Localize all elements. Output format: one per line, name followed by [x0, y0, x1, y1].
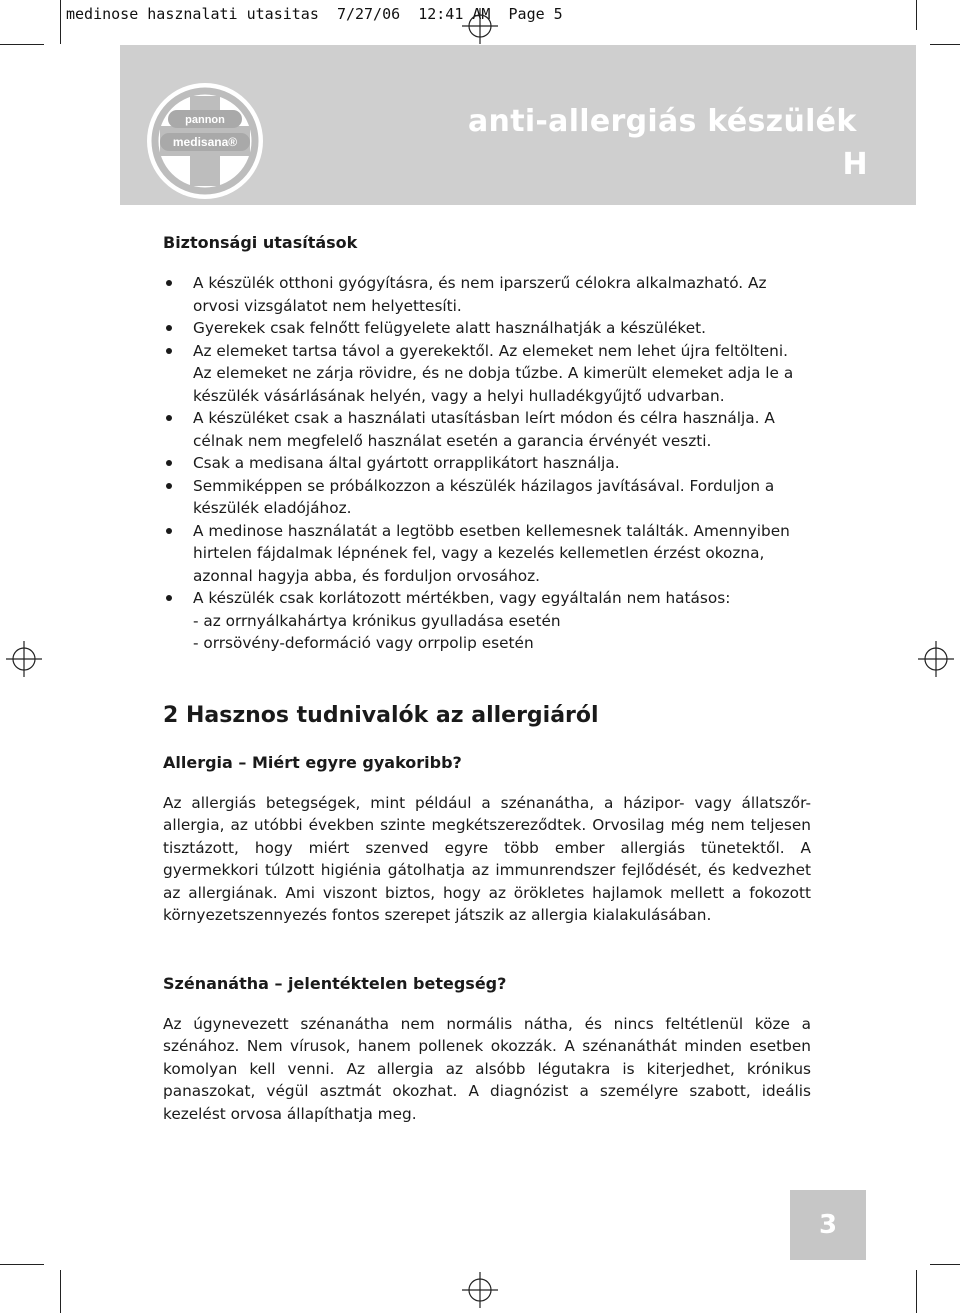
list-item: Az elemeket tartsa távol a gyerekektől. Az elemeket nem lehet újra feltölteni. Az elemeket ne zárja rövidre, és ne dobja tűzbe. A kimerült elemeket adja le a készülék vásárlásának helyén, vagy a helyi hulladékgyűjtő udvarban. — [163, 340, 811, 408]
list-item — [163, 587, 811, 655]
safety-list — [163, 272, 811, 655]
crop-mark — [930, 44, 960, 45]
page-content — [163, 232, 811, 1125]
list-item: A készüléket csak a használati utasításban leírt módon és célra használja. A célnak nem megfelelő használat esetén a garancia érvényét veszti. — [163, 407, 811, 452]
slug-file: medinose hasznalati utasitas — [66, 5, 319, 23]
paragraph-allergy: Az allergiás betegségek, mint például a szénanátha, a házipor- vagy állatszőr-allergia, az utóbbi években szinte megkétszereződtek. Orvosilag még nem teljesen tisztázott, hogy miért szenved egyre több ember allergiás tünetektől. A gyermekkori túlzott higiénia gátolhatja az immunrendszer fejlődését, és kedvezhet az allergiának. Ami viszont biztos, hogy az örökletes hajlamok mellett a fokozott környezetszennyezés fontos szerepet játszik az allergia kialakulásában. — [163, 793, 811, 924]
registration-mark-top — [462, 8, 498, 44]
subsection-heading-allergy: Allergia – Miért egyre gyakoribb? — [163, 752, 462, 772]
safety-heading: Biztonsági utasítások — [163, 233, 358, 252]
list-item: A medinose használatát a legtöbb esetben kellemesnek találták. Amennyiben hirtelen fájdalmak lépnének fel, vagy a kezelés kellemetlen érzést okozna, azonnal hagyja abba, és forduljon orvosához. — [163, 520, 811, 588]
slug-date: 7/27/06 — [336, 5, 401, 23]
header-title: anti-allergiás készülék — [468, 104, 857, 139]
logo-brand-text: medisana® — [172, 135, 238, 149]
subsection-heading-hayfever: Szénanátha – jelentéktelen betegség? — [163, 973, 507, 993]
list-subitem: - orrsövény-deformáció vagy orrpolip esetén — [193, 634, 534, 652]
list-item-text: A készülék csak korlátozott mértékben, vagy egyáltalán nem hatásos: — [193, 589, 731, 607]
crop-mark — [60, 0, 61, 44]
page-number: 3 — [790, 1190, 866, 1260]
slug-page: Page 5 — [508, 5, 563, 23]
crop-mark — [60, 1270, 61, 1313]
registration-mark-left — [6, 641, 42, 677]
list-item: Gyerekek csak felnőtt felügyelete alatt használhatják a készüléket. — [163, 317, 811, 340]
language-code: H — [842, 147, 868, 182]
crop-mark — [916, 1270, 917, 1313]
crop-mark — [916, 0, 917, 30]
list-item: Csak a medisana által gyártott orrapplikátort használja. — [163, 452, 811, 475]
slug-time: 12:41 AM — [418, 5, 491, 23]
list-subitem: - az orrnyálkahártya krónikus gyulladása esetén — [193, 611, 561, 630]
logo-top-text: pannon — [185, 114, 225, 126]
crop-mark — [930, 1264, 960, 1265]
crop-mark — [0, 44, 44, 45]
paragraph-hayfever: Az úgynevezett szénanátha nem normális nátha, és nincs feltétlenül köze a szénához. Nem vírusok, hanem pollenek okozzák. A szénanáthát minden esetben komolyan kell venni. Az allergia az alsóbb légutakra is kiterjedhet, krónikus panaszokat, végül asztmát okozhat. A diagnózist a személyre szabott, ideális kezelést orvosa állapíthatja meg. — [163, 1014, 811, 1123]
registration-mark-bottom — [462, 1272, 498, 1308]
crop-mark — [0, 1264, 44, 1265]
list-item: A készülék otthoni gyógyításra, és nem iparszerű célokra alkalmazható. Az orvosi vizsgálatot nem helyettesíti. — [163, 272, 811, 317]
list-item: Semmiképpen se próbálkozzon a készülék házilagos javításával. Forduljon a készülék eladójához. — [163, 475, 811, 520]
registration-mark-right — [918, 641, 954, 677]
medisana-logo — [146, 82, 264, 200]
section-heading: 2 Hasznos tudnivalók az allergiáról — [163, 702, 599, 728]
